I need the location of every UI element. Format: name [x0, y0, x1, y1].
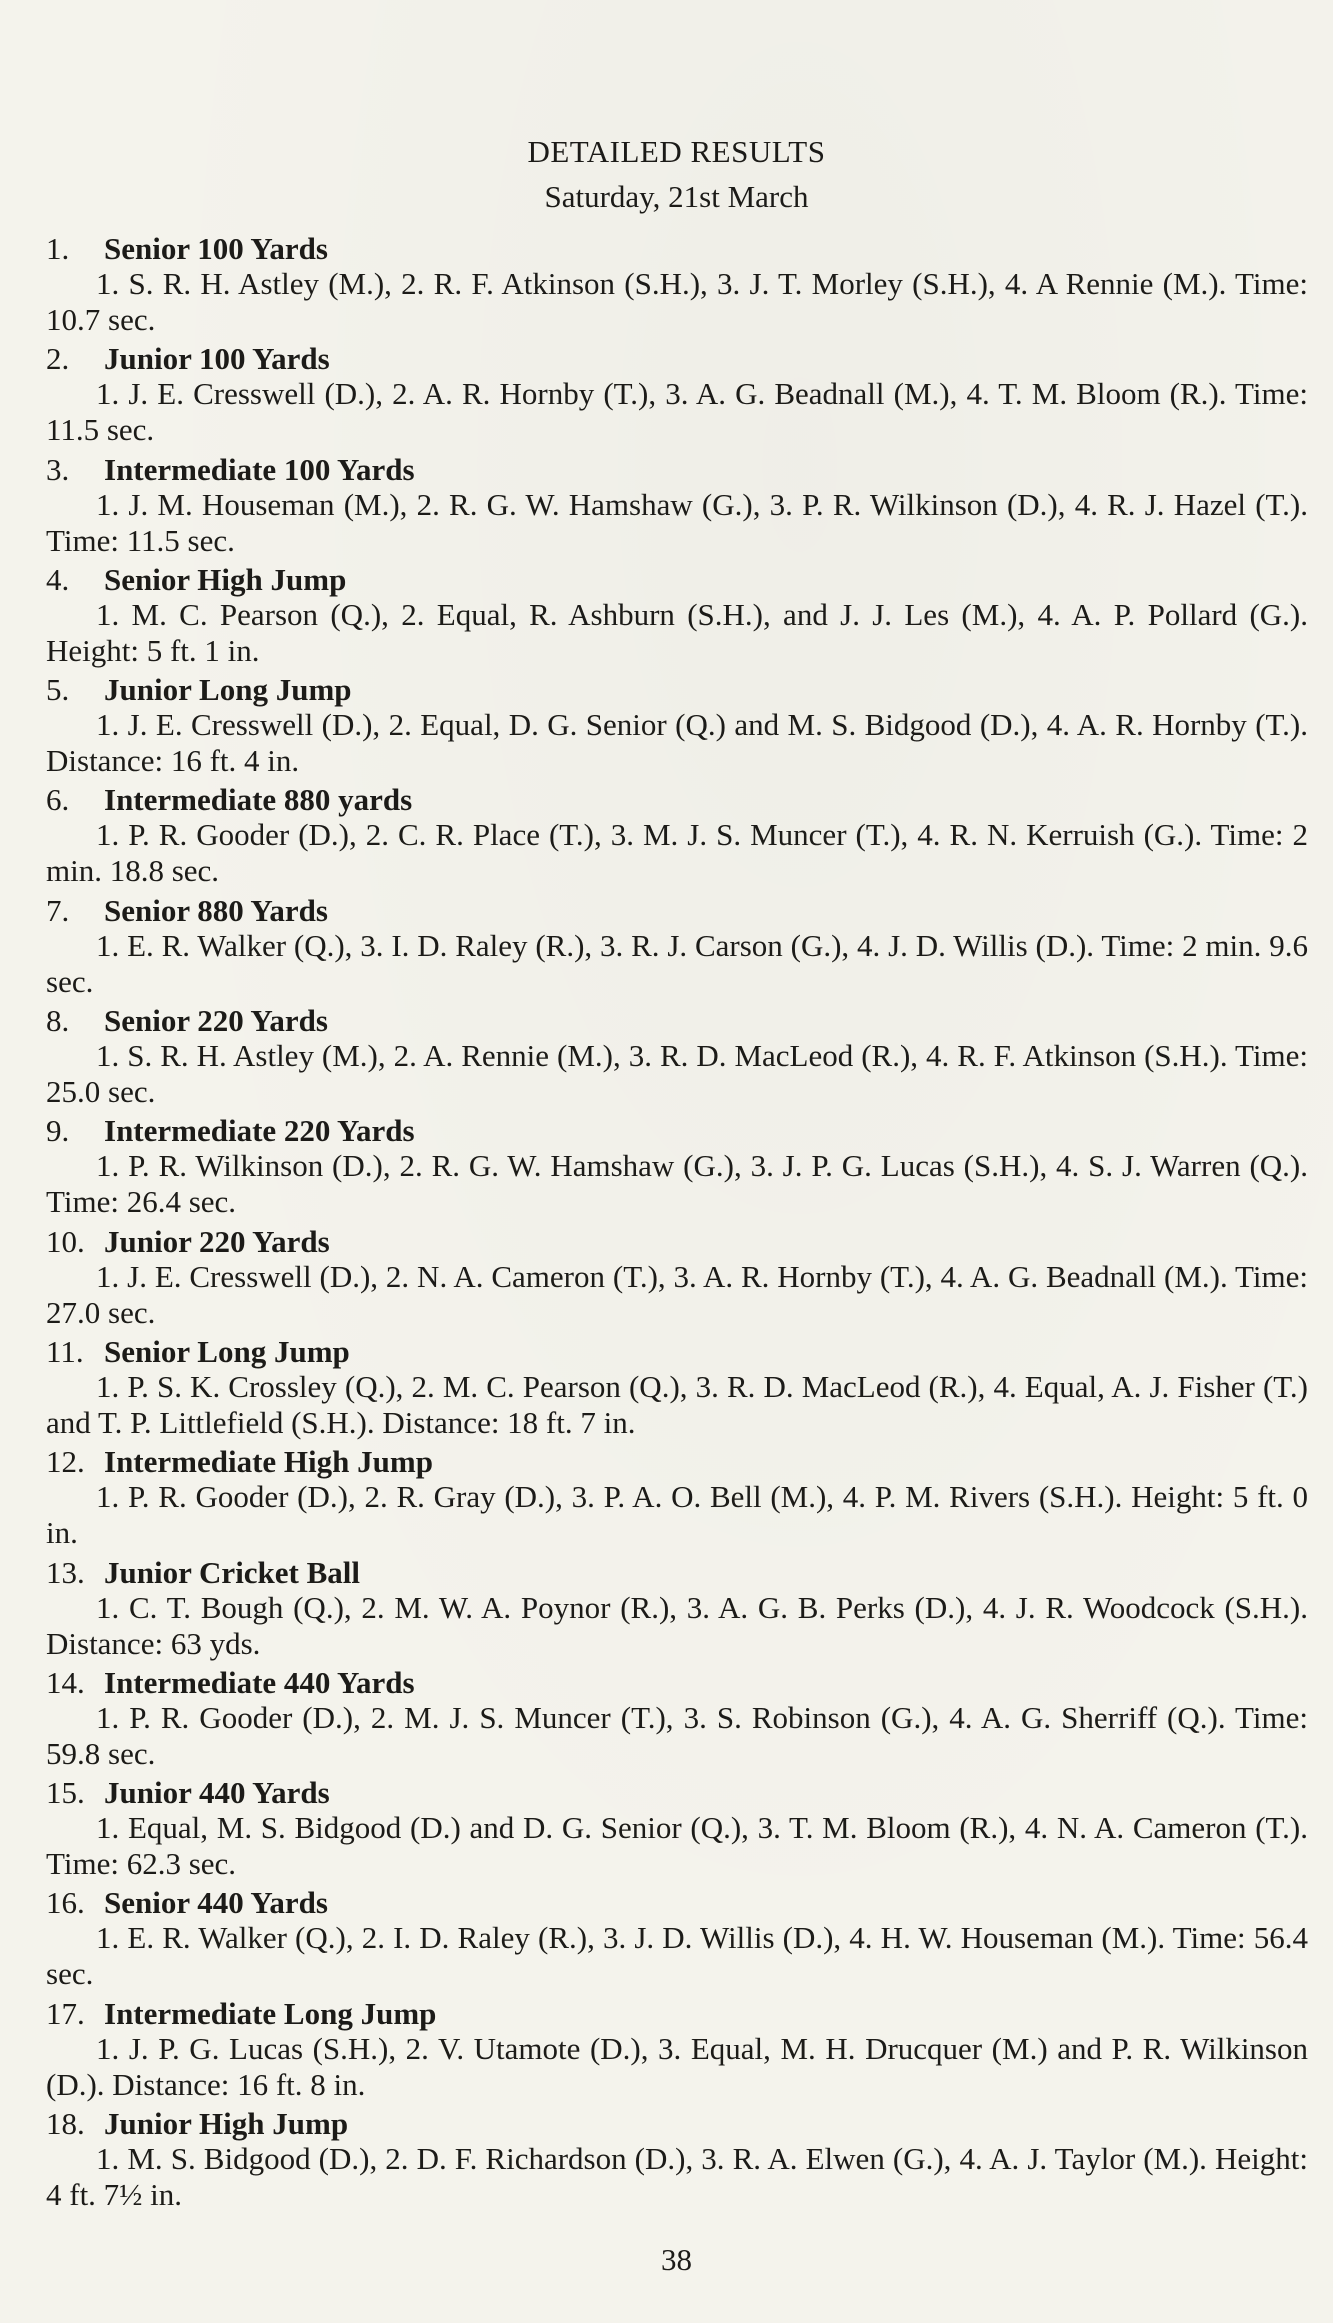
event-heading: [46, 1776, 1308, 1810]
event-heading: [46, 673, 1308, 707]
event-name: Intermediate 440 Yards: [104, 1664, 415, 1700]
event-result-15: [46, 1776, 1308, 1886]
event-name: Senior 100 Yards: [104, 231, 328, 266]
event-number: 3.: [46, 451, 70, 487]
event-heading: [46, 1556, 1308, 1590]
event-number: 10.: [46, 1223, 85, 1259]
event-result-6: [46, 783, 1308, 893]
event-results: 1. S. R. H. Astley (M.), 2. A. Rennie (M.), 3. R. D. MacLeod (R.), 4. R. F. Atkinson (S.H.). Time: 25.0 sec.: [46, 1038, 1308, 1110]
event-results: 1. P. R. Wilkinson (D.), 2. R. G. W. Hamshaw (G.), 3. J. P. G. Lucas (S.H.), 4. S. J. Warren (Q.). Time: 26.4 sec.: [46, 1148, 1308, 1220]
event-results: 1. P. S. K. Crossley (Q.), 2. M. C. Pearson (Q.), 3. R. D. MacLeod (R.), 4. Equal, A. J. Fisher (T.) and T. P. Littlefield (S.H.). Distance: 18 ft. 7 in.: [46, 1368, 1308, 1440]
event-heading: [46, 1997, 1308, 2031]
event-heading: [46, 2107, 1308, 2141]
event-number: 2.: [46, 341, 70, 377]
results-list: [46, 232, 1308, 2217]
event-name: Intermediate Long Jump: [104, 1995, 437, 2031]
event-result-4: [46, 563, 1308, 673]
event-result-7: [46, 894, 1308, 1004]
event-heading: [46, 563, 1308, 597]
event-heading: [46, 1666, 1308, 1700]
page-header: [0, 132, 1333, 217]
event-results: 1. J. P. G. Lucas (S.H.), 2. V. Utamote (D.), 3. Equal, M. H. Drucquer (M.) and P. R. Wilkinson (D.). Distance: 16 ft. 8 in.: [46, 2030, 1308, 2102]
event-result-12: [46, 1445, 1308, 1555]
event-name: Senior 220 Yards: [104, 1003, 328, 1039]
event-name: Senior High Jump: [104, 561, 347, 597]
event-heading: [46, 342, 1308, 376]
event-result-8: [46, 1004, 1308, 1114]
event-results: 1. E. R. Walker (Q.), 2. I. D. Raley (R.), 3. J. D. Willis (D.), 4. H. W. Houseman (M.). Time: 56.4 sec.: [46, 1920, 1308, 1992]
event-result-1: [46, 232, 1308, 342]
event-result-10: [46, 1225, 1308, 1335]
event-results: 1. P. R. Gooder (D.), 2. R. Gray (D.), 3. P. A. O. Bell (M.), 4. P. M. Rivers (S.H.). Height: 5 ft. 0 in.: [46, 1479, 1308, 1551]
event-results: 1. E. R. Walker (Q.), 3. I. D. Raley (R.), 3. R. J. Carson (G.), 4. J. D. Willis (D.). Time: 2 min. 9.6 sec.: [46, 927, 1308, 999]
event-result-17: [46, 1997, 1308, 2107]
event-heading: [46, 1445, 1308, 1479]
event-result-5: [46, 673, 1308, 783]
event-name: Junior 440 Yards: [104, 1775, 330, 1811]
event-name: Junior Cricket Ball: [104, 1554, 361, 1590]
event-number: 12.: [46, 1444, 85, 1480]
event-results: 1. J. M. Houseman (M.), 2. R. G. W. Hamshaw (G.), 3. P. R. Wilkinson (D.), 4. R. J. Hazel (T.). Time: 11.5 sec.: [46, 486, 1308, 558]
event-results: 1. J. E. Cresswell (D.), 2. A. R. Hornby (T.), 3. A. G. Beadnall (M.), 4. T. M. Bloom (R.). Time: 11.5 sec.: [46, 376, 1308, 448]
event-heading: [46, 1886, 1308, 1920]
event-name: Intermediate High Jump: [104, 1444, 433, 1480]
event-heading: [46, 1225, 1308, 1259]
event-heading: [46, 1335, 1308, 1369]
event-number: 11.: [46, 1333, 84, 1369]
event-name: Senior 440 Yards: [104, 1885, 328, 1921]
event-number: 15.: [46, 1775, 85, 1811]
event-heading: [46, 1004, 1308, 1038]
event-name: Senior Long Jump: [104, 1333, 350, 1369]
event-number: 16.: [46, 1885, 85, 1921]
event-results: 1. P. R. Gooder (D.), 2. M. J. S. Muncer (T.), 3. S. Robinson (G.), 4. A. G. Sherriff (Q.). Time: 59.8 sec.: [46, 1699, 1308, 1771]
document-title: DETAILED RESULTS: [527, 134, 826, 169]
event-number: 6.: [46, 782, 70, 818]
event-name: Junior High Jump: [104, 2106, 349, 2142]
event-number: 7.: [46, 892, 70, 928]
event-number: 14.: [46, 1664, 85, 1700]
event-result-18: [46, 2107, 1308, 2217]
event-results: 1. Equal, M. S. Bidgood (D.) and D. G. Senior (Q.), 3. T. M. Bloom (R.), 4. N. A. Cameron (T.). Time: 62.3 sec.: [46, 1810, 1308, 1882]
event-heading: [46, 232, 1308, 266]
event-result-2: [46, 342, 1308, 452]
event-name: Junior 100 Yards: [104, 341, 330, 377]
event-number: 18.: [46, 2106, 85, 2142]
event-results: 1. J. E. Cresswell (D.), 2. N. A. Cameron (T.), 3. A. R. Hornby (T.), 4. A. G. Beadnall (M.). Time: 27.0 sec.: [46, 1258, 1308, 1330]
event-number: 1.: [46, 231, 70, 266]
event-results: 1. M. S. Bidgood (D.), 2. D. F. Richardson (D.), 3. R. A. Elwen (G.), 4. A. J. Taylor (M.). Height: 4 ft. 7½ in.: [46, 2141, 1308, 2213]
event-result-11: [46, 1335, 1308, 1445]
event-heading: [46, 453, 1308, 487]
event-heading: [46, 1114, 1308, 1148]
event-name: Intermediate 220 Yards: [104, 1113, 415, 1149]
event-number: 17.: [46, 1995, 85, 2031]
event-results: 1. S. R. H. Astley (M.), 2. R. F. Atkinson (S.H.), 3. J. T. Morley (S.H.), 4. A Rennie (M.). Time: 10.7 sec.: [46, 266, 1308, 337]
event-heading: [46, 783, 1308, 817]
event-result-9: [46, 1114, 1308, 1224]
event-number: 5.: [46, 672, 70, 708]
event-result-13: [46, 1556, 1308, 1666]
page-number: 38: [661, 2242, 692, 2277]
event-result-14: [46, 1666, 1308, 1776]
event-name: Junior Long Jump: [104, 672, 352, 708]
event-number: 8.: [46, 1003, 70, 1039]
event-result-16: [46, 1886, 1308, 1996]
event-results: 1. M. C. Pearson (Q.), 2. Equal, R. Ashburn (S.H.), and J. J. Les (M.), 4. A. P. Pollard (G.). Height: 5 ft. 1 in.: [46, 596, 1308, 668]
document-date: Saturday, 21st March: [544, 179, 809, 214]
event-heading: [46, 894, 1308, 928]
event-number: 4.: [46, 561, 70, 597]
event-number: 9.: [46, 1113, 70, 1149]
event-results: 1. J. E. Cresswell (D.), 2. Equal, D. G. Senior (Q.) and M. S. Bidgood (D.), 4. A. R. Hornby (T.). Distance: 16 ft. 4 in.: [46, 707, 1308, 779]
event-name: Intermediate 880 yards: [104, 782, 413, 818]
event-results: 1. C. T. Bough (Q.), 2. M. W. A. Poynor (R.), 3. A. G. B. Perks (D.), 4. J. R. Woodcock (S.H.). Distance: 63 yds.: [46, 1589, 1308, 1661]
event-name: Junior 220 Yards: [104, 1223, 330, 1259]
event-name: Senior 880 Yards: [104, 892, 328, 928]
event-result-3: [46, 453, 1308, 563]
event-name: Intermediate 100 Yards: [104, 451, 415, 487]
event-number: 13.: [46, 1554, 85, 1590]
event-results: 1. P. R. Gooder (D.), 2. C. R. Place (T.), 3. M. J. S. Muncer (T.), 4. R. N. Kerruish (G.). Time: 2 min. 18.8 sec.: [46, 817, 1308, 889]
